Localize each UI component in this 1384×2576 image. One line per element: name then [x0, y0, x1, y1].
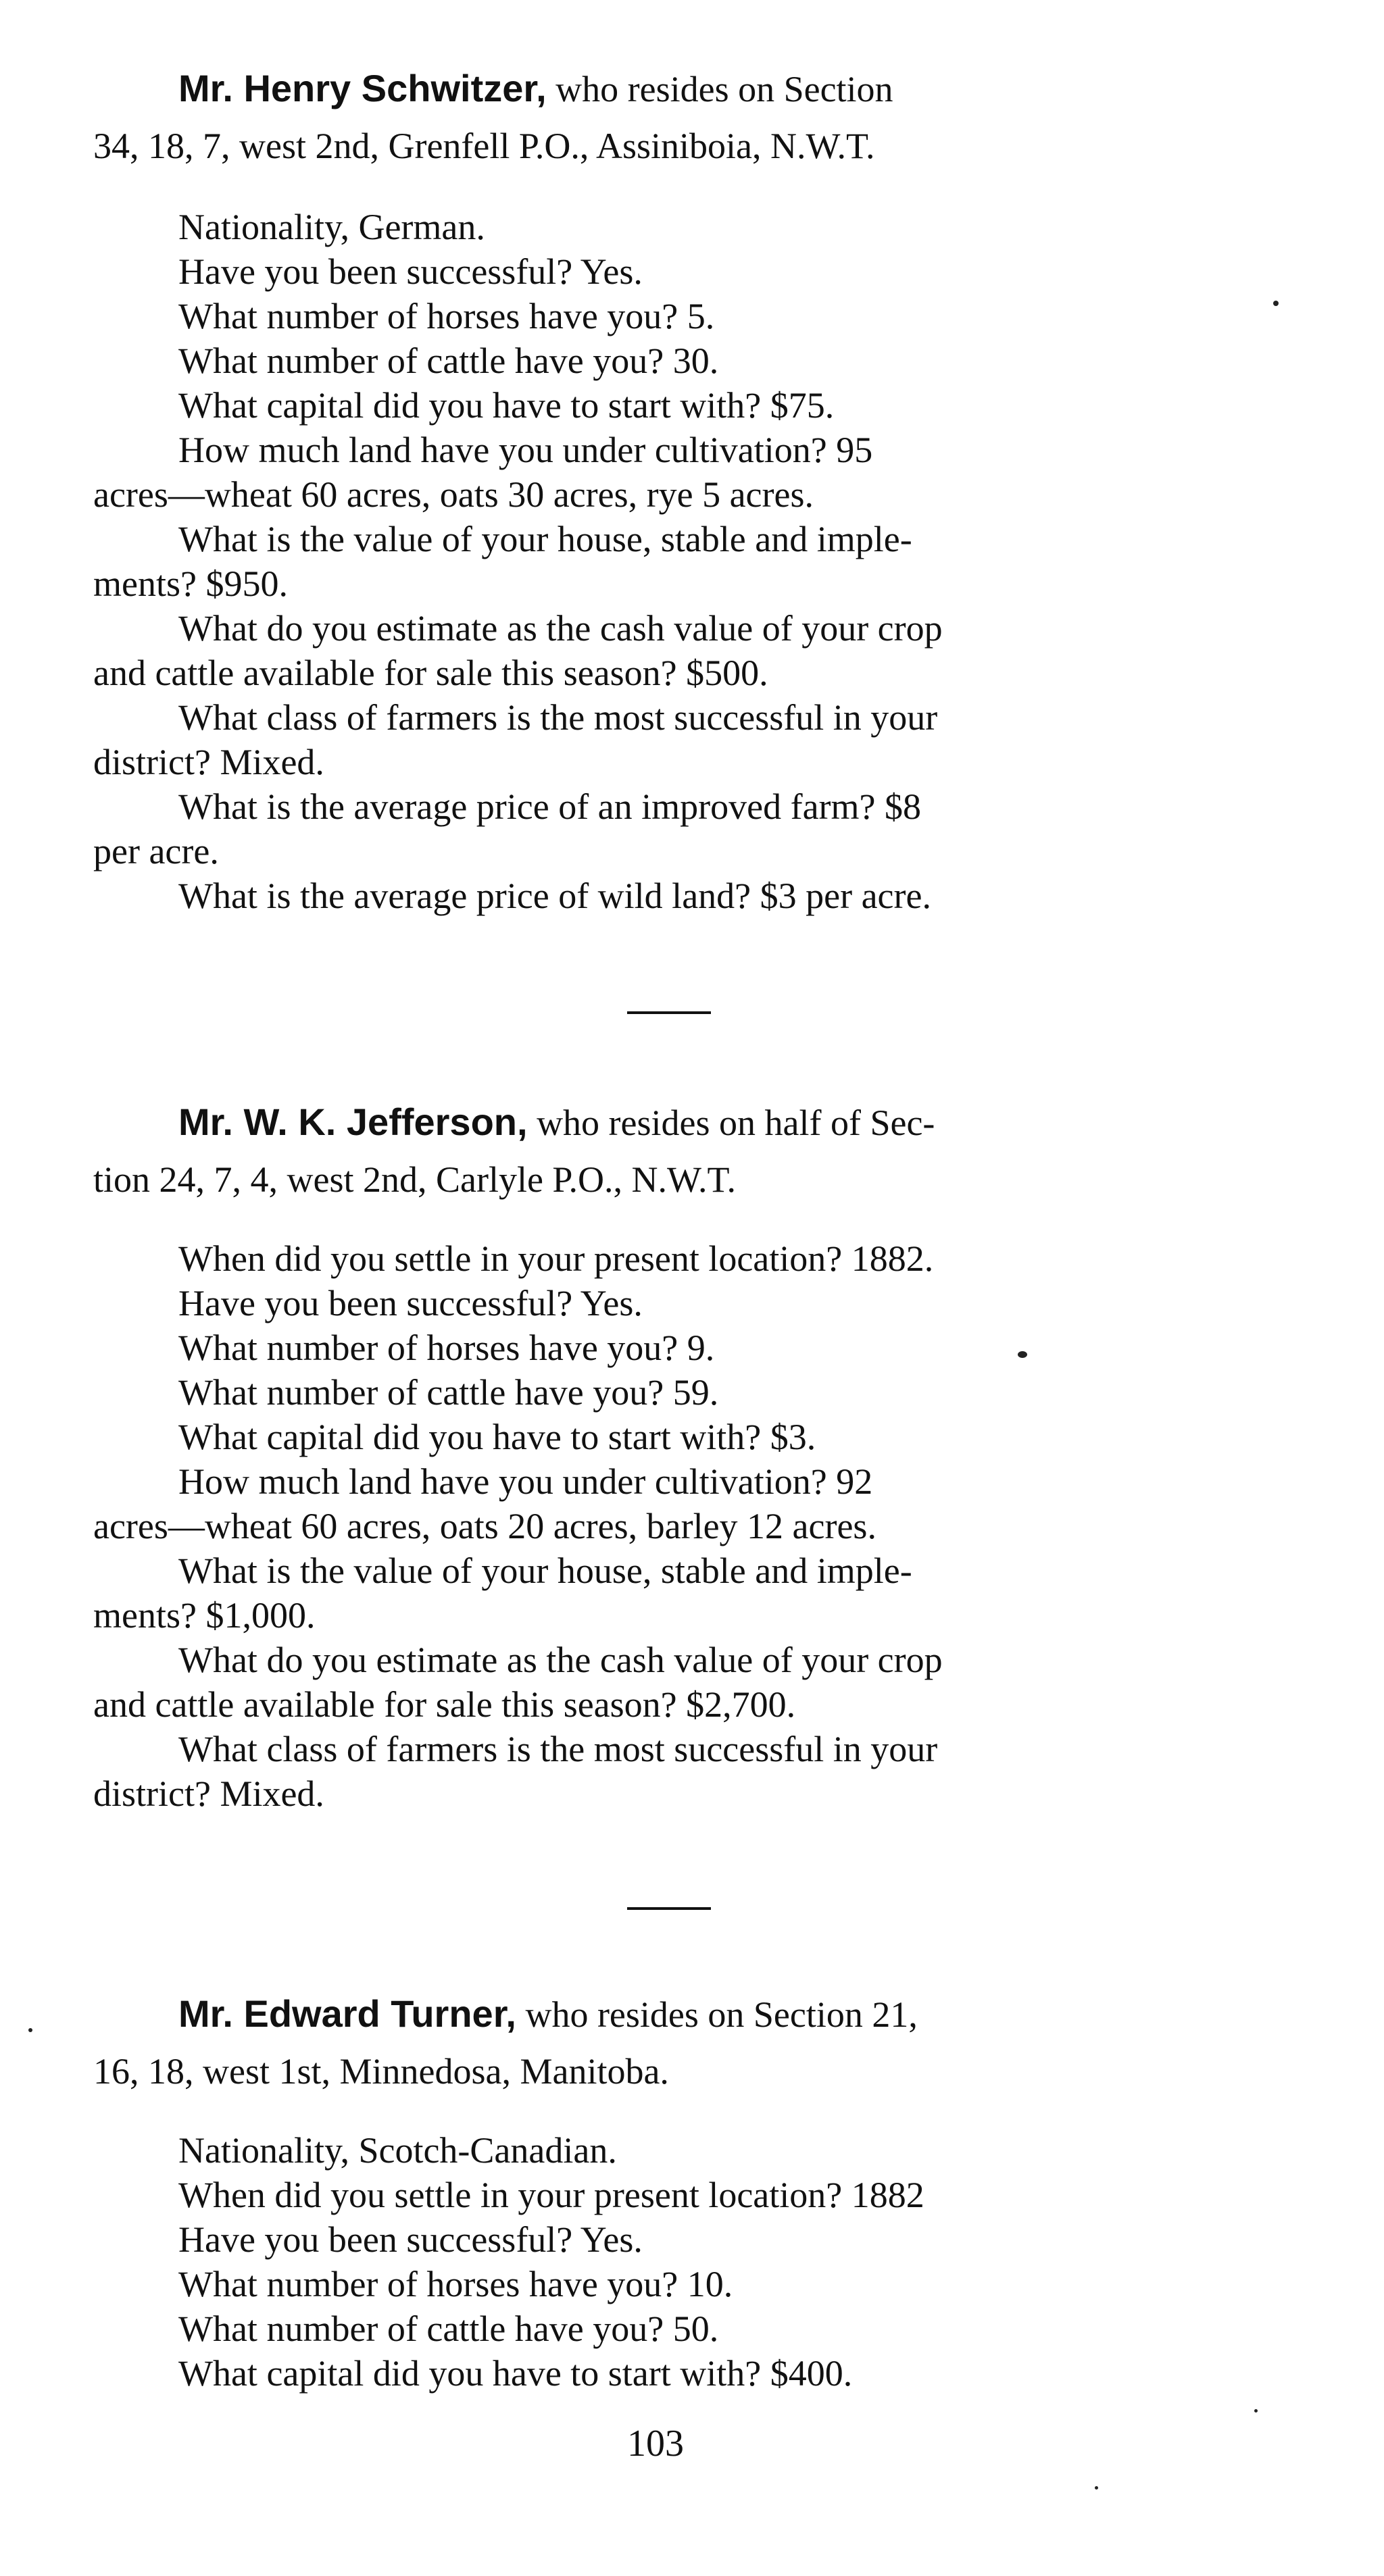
- answer-line: acres—wheat 60 acres, oats 30 acres, rye 5 acres.: [93, 474, 814, 515]
- answer-line: What number of cattle have you? 30.: [178, 340, 719, 381]
- person-name: Mr. Edward Turner,: [178, 1992, 516, 2035]
- answer-line: How much land have you under cultivation? 92: [178, 1461, 873, 1502]
- answer-line: acres—wheat 60 acres, oats 20 acres, barley 12 acres.: [93, 1506, 876, 1546]
- answer-line: Have you been successful? Yes.: [178, 1283, 643, 1323]
- answer-line: What capital did you have to start with? $400.: [178, 2353, 853, 2394]
- answer-line: Nationality, Scotch-Canadian.: [178, 2130, 617, 2171]
- answer-line: What class of farmers is the most successful in your: [178, 697, 938, 738]
- answer-line: What class of farmers is the most successful in your: [178, 1729, 938, 1769]
- section-divider: [627, 1011, 711, 1014]
- address-line: 34, 18, 7, west 2nd, Grenfell P.O., Assiniboia, N.W.T.: [93, 126, 875, 166]
- answer-line: district? Mixed.: [93, 1773, 324, 1814]
- address-line: who resides on Section 21,: [516, 1994, 918, 2035]
- answer-line: What capital did you have to start with? $3.: [178, 1417, 816, 1457]
- answer-line: When did you settle in your present location? 1882.: [178, 1238, 934, 1279]
- entry-heading: [178, 1992, 1245, 2036]
- entry-heading: [178, 1100, 1245, 1144]
- entry-heading: [178, 66, 1245, 111]
- address-line: tion 24, 7, 4, west 2nd, Carlyle P.O., N.W.T.: [93, 1159, 736, 1200]
- answer-line: What number of horses have you? 9.: [178, 1328, 715, 1368]
- answer-line: What is the average price of wild land? $3 per acre.: [178, 876, 931, 916]
- person-name: Mr. W. K. Jefferson,: [178, 1101, 528, 1143]
- address-line: 16, 18, west 1st, Minnedosa, Manitoba.: [93, 2051, 669, 2092]
- scan-speck: [28, 2028, 32, 2032]
- answer-line: and cattle available for sale this season? $500.: [93, 653, 768, 693]
- answer-line: When did you settle in your present location? 1882: [178, 2175, 924, 2215]
- person-name: Mr. Henry Schwitzer,: [178, 67, 547, 109]
- scan-speck: [1254, 2409, 1258, 2413]
- answer-line: Have you been successful? Yes.: [178, 251, 643, 292]
- answer-line: What capital did you have to start with? $75.: [178, 385, 835, 426]
- answer-line: What number of cattle have you? 50.: [178, 2308, 719, 2349]
- scan-speck: [1018, 1351, 1027, 1358]
- answer-line: ments? $1,000.: [93, 1595, 316, 1636]
- scan-speck: [1095, 2486, 1098, 2490]
- address-line: who resides on half of Sec-: [527, 1103, 935, 1143]
- answer-line: ments? $950.: [93, 563, 288, 604]
- answer-line: district? Mixed.: [93, 742, 324, 782]
- answer-line: and cattle available for sale this season? $2,700.: [93, 1684, 796, 1725]
- answer-line: Nationality, German.: [178, 207, 485, 247]
- answer-line: What number of cattle have you? 59.: [178, 1372, 719, 1413]
- answer-line: per acre.: [93, 831, 219, 872]
- address-line: who resides on Section: [546, 69, 893, 109]
- answer-line: What is the value of your house, stable and imple-: [178, 1550, 912, 1591]
- section-divider: [627, 1907, 711, 1910]
- scan-speck: [1273, 301, 1279, 306]
- answer-line: What do you estimate as the cash value of your crop: [178, 1640, 943, 1680]
- answer-line: What is the value of your house, stable and imple-: [178, 519, 912, 559]
- answer-line: What number of horses have you? 5.: [178, 296, 715, 336]
- answer-line: What number of horses have you? 10.: [178, 2264, 733, 2304]
- answer-line: Have you been successful? Yes.: [178, 2219, 643, 2260]
- page-number: 103: [627, 2423, 684, 2465]
- answer-line: What do you estimate as the cash value of your crop: [178, 608, 943, 649]
- answer-line: What is the average price of an improved farm? $8: [178, 786, 922, 827]
- answer-line: How much land have you under cultivation? 95: [178, 430, 873, 470]
